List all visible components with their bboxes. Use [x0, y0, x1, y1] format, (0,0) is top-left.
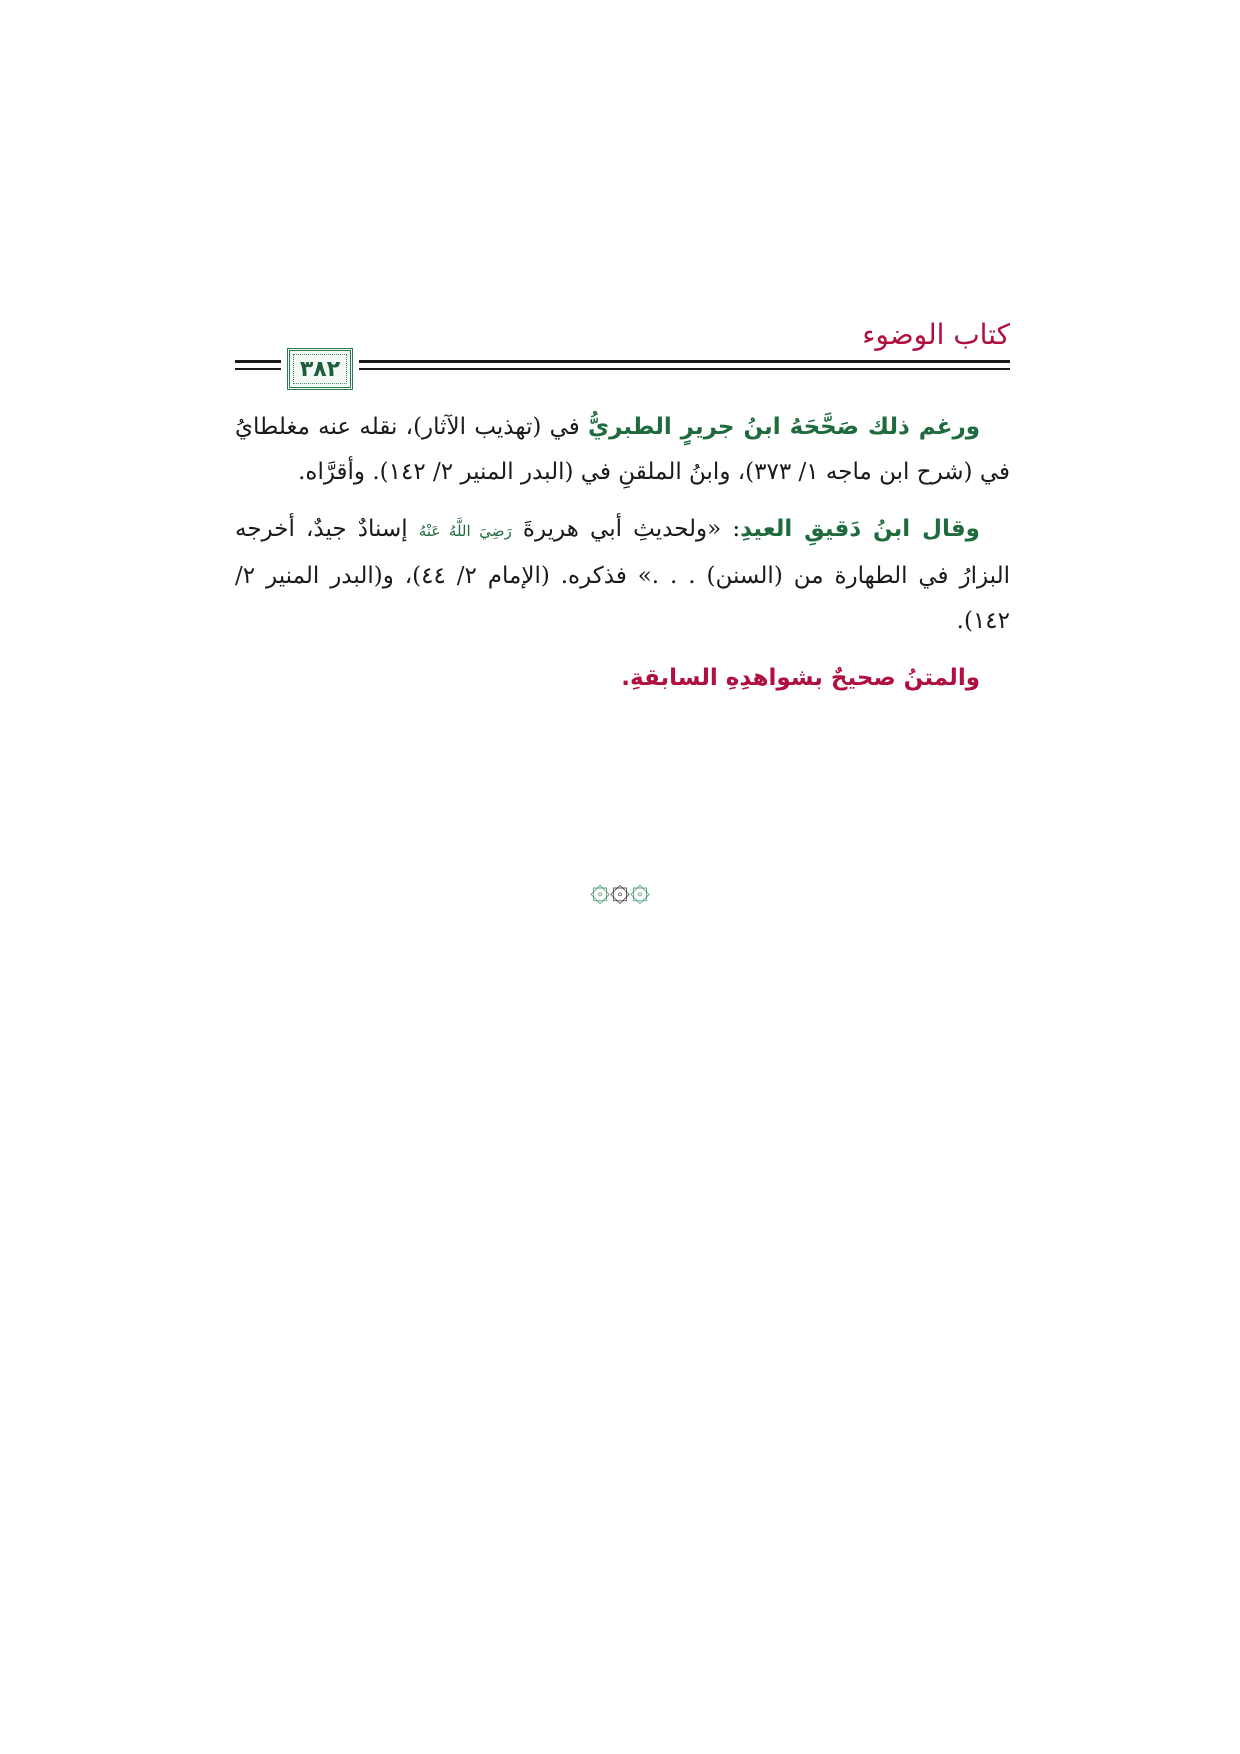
- highlighted-phrase: ورغم ذلك صَحَّحَهُ ابنُ جريرٍ الطبريُّ: [588, 414, 980, 440]
- paragraph-text: في (تهذيب الآثار)، نقله عنه مغلطايُ في (شرح ابن ماجه ١/ ٣٧٣)، وابنُ الملقنِ في (البدر المنير ٢/ ١٤٢). وأقرَّاه.: [235, 414, 1010, 485]
- star-ornament-icon: ۞: [590, 869, 611, 909]
- section-divider-ornaments: [0, 868, 1240, 909]
- book-title: كتاب الوضوء: [862, 318, 1010, 351]
- paragraph-text: إسنادٌ جيدٌ، أخرجه البزارُ في الطهارة من (السنن) . . .» فذكره. (الإمام ٢/ ٤٤)، و(البدر المنير ٢/ ١٤٢).: [235, 516, 1010, 634]
- header-rule: [359, 360, 1010, 363]
- conclusion-text: والمتنُ صحيحٌ بشواهدِهِ السابقةِ.: [621, 665, 980, 691]
- star-ornament-icon: ۞: [610, 869, 630, 909]
- paragraph: [235, 507, 1010, 644]
- paragraph-text: : «ولحديثِ أبي هريرةَ: [511, 516, 741, 542]
- page-number: ٣٨٢: [299, 356, 341, 382]
- page-body: [235, 405, 1010, 724]
- page-header: [235, 318, 1010, 388]
- star-ornament-icon: ۞: [629, 869, 650, 909]
- page-number-badge: [287, 348, 353, 390]
- header-rule: [235, 368, 281, 370]
- header-rule: [359, 368, 1010, 370]
- honorific-glyph: رَضِيَ اللَّهُ عَنْهُ: [418, 522, 512, 540]
- header-rule: [235, 360, 281, 363]
- paragraph: [235, 405, 1010, 495]
- highlighted-phrase: وقال ابنُ دَقيقِ العيدِ: [740, 516, 980, 542]
